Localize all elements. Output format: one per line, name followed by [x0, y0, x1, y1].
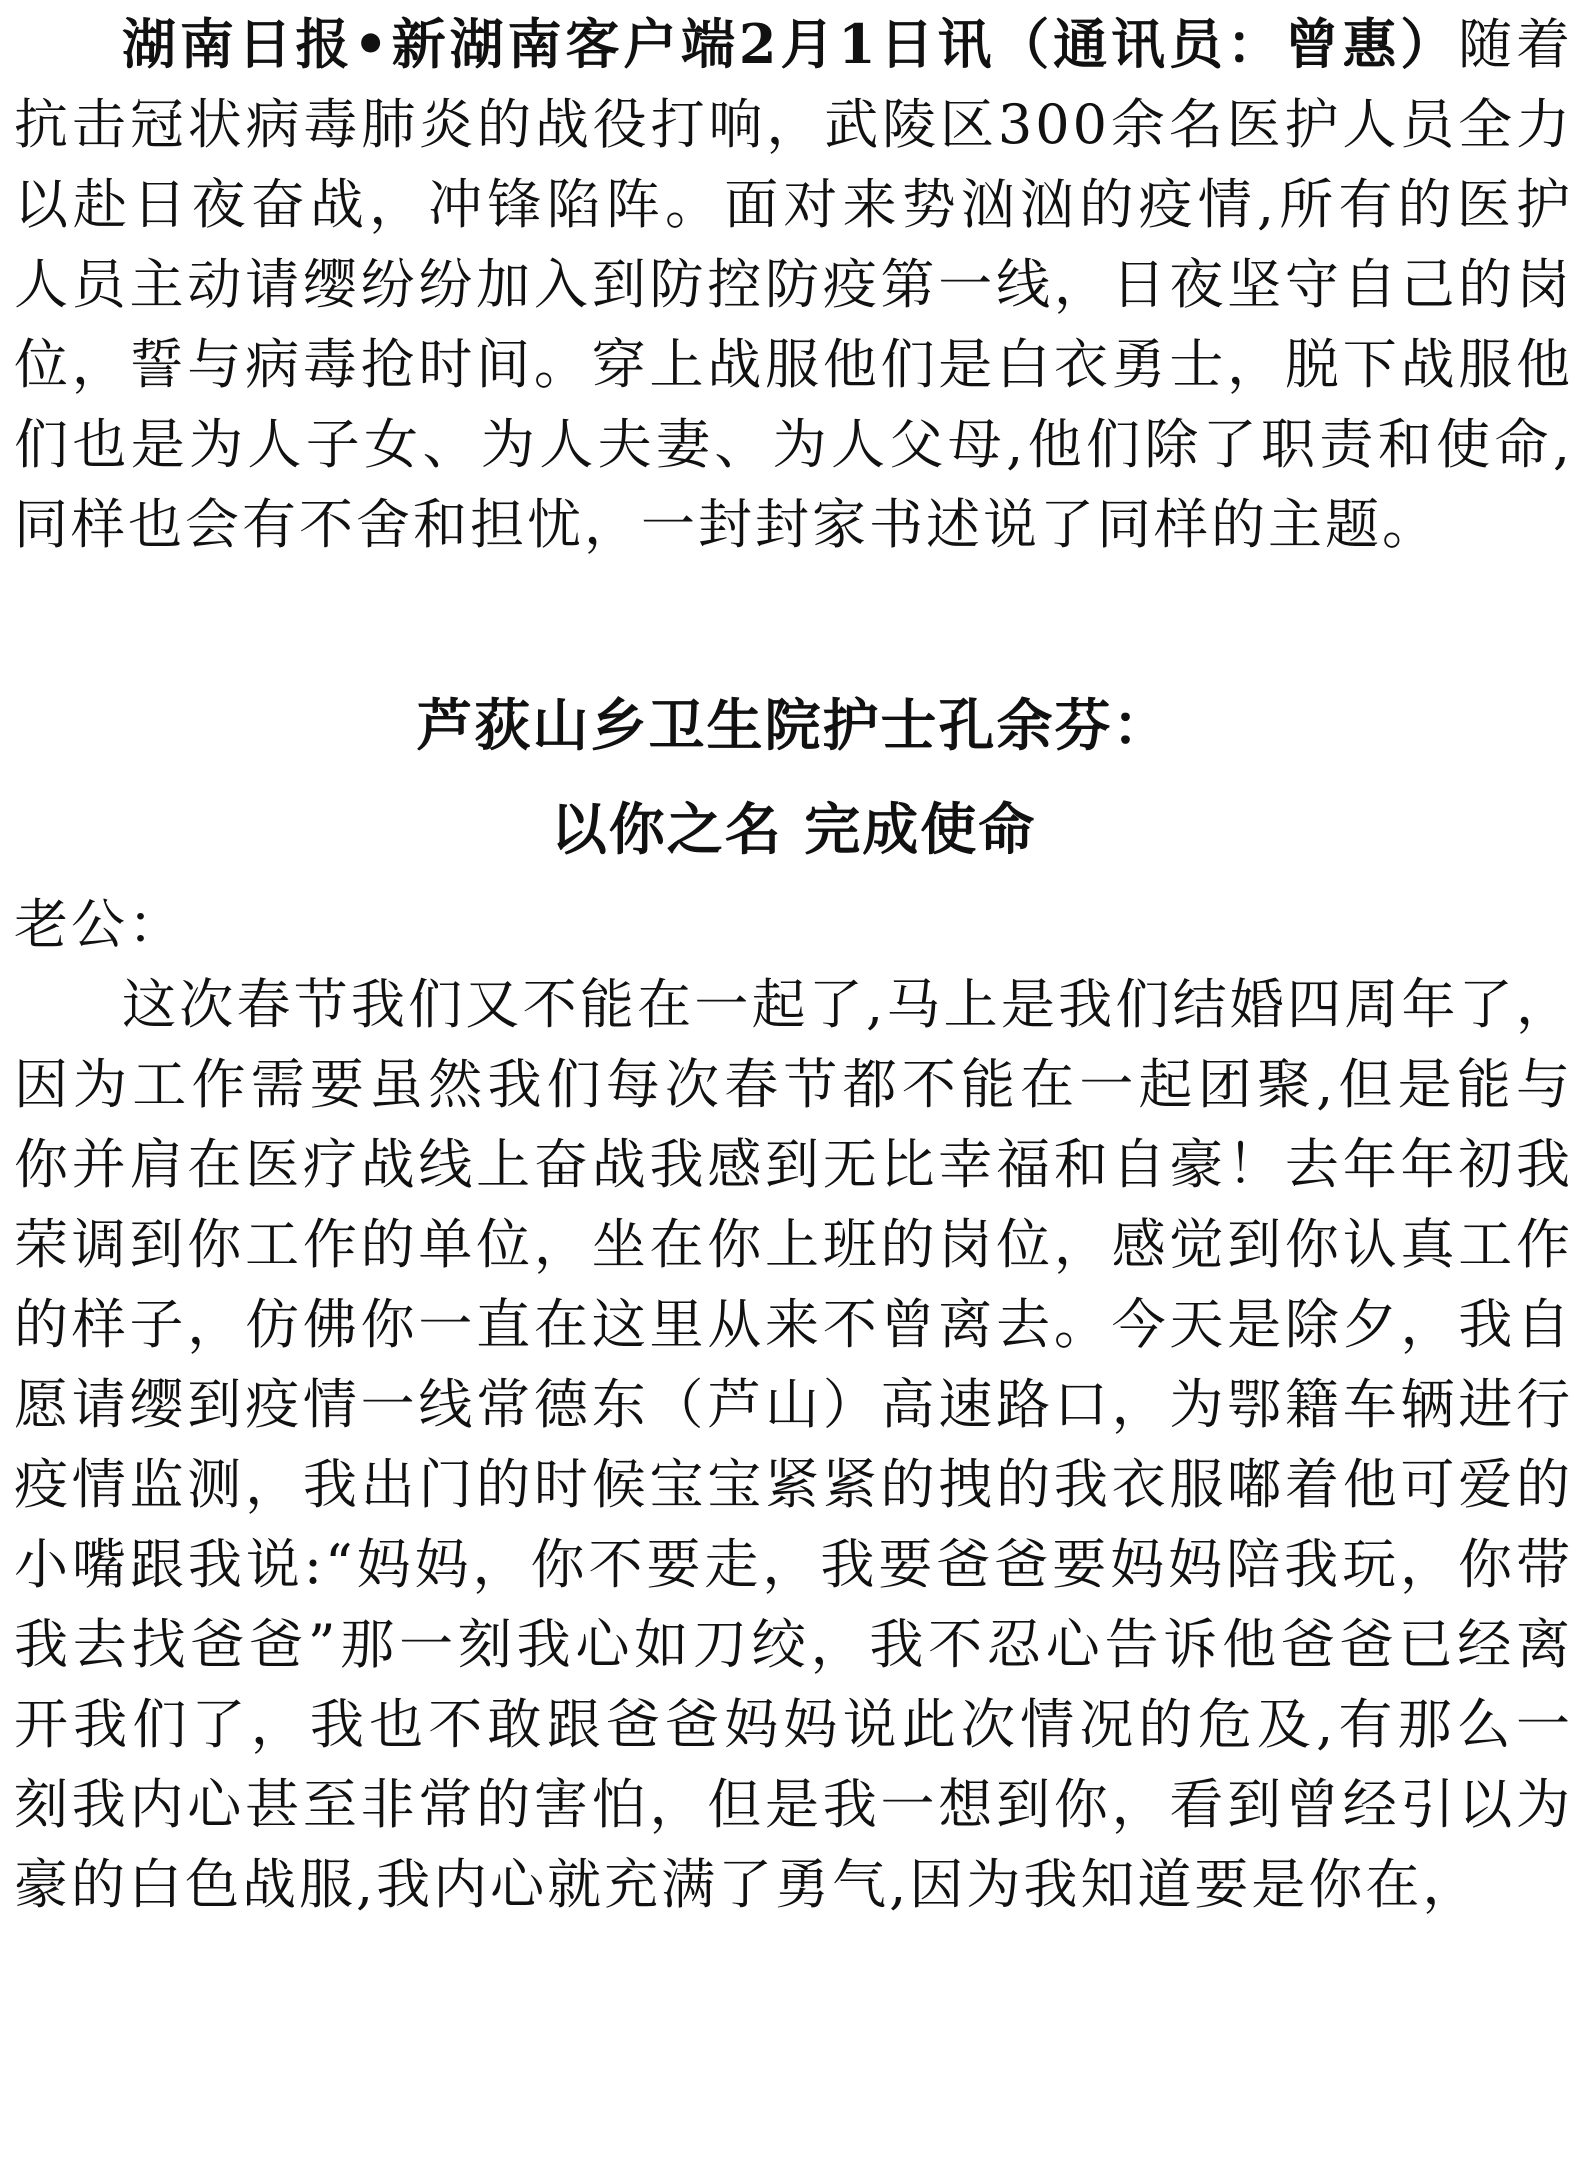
letter-title-line-1: 芦荻山乡卫生院护士孔余芬：: [416, 694, 1171, 759]
section-gap: [14, 565, 1573, 675]
letter-salutation: 老公：: [14, 893, 185, 956]
letter-title-line-2: 以你之名 完成使命: [550, 798, 1037, 863]
intro-text: 随着抗击冠状病毒肺炎的战役打响，武陵区300余名医护人员全力以赴日夜奋战，冲锋陷阵。面对来势汹汹的疫情,所有的医护人员主动请缨纷纷加入到防控防疫第一线，日夜坚守自己的岗位，誓与病毒抢时间。穿上战服他们是白衣勇士，脱下战服他们也是为人子女、为人夫妻、为人父母,他们除了职责和使命,同样也会有不舍和担忧，一封封家书述说了同样的主题。: [14, 13, 1573, 556]
intro-paragraph: [14, 4, 1573, 565]
letter-body-paragraph: 这次春节我们又不能在一起了,马上是我们结婚四周年了，因为工作需要虽然我们每次春节都不能在一起团聚,但是能与你并肩在医疗战线上奋战我感到无比幸福和自豪！去年年初我荣调到你工作的单位，坐在你上班的岗位，感觉到你认真工作的样子，仿佛你一直在这里从来不曾离去。今天是除夕，我自愿请缨到疫情一线常德东（芦山）高速路口，为鄂籍车辆进行疫情监测，我出门的时候宝宝紧紧的拽的我衣服嘟着他可爱的小嘴跟我说:“妈妈，你不要走，我要爸爸要妈妈陪我玩，你带我去找爸爸”那一刻我心如刀绞，我不忍心告诉他爸爸已经离开我们了，我也不敢跟爸爸妈妈说此次情况的危及,有那么一刻我内心甚至非常的害怕，但是我一想到你，看到曾经引以为豪的白色战服,我内心就充满了勇气,因为我知道要是你在，: [14, 973, 1573, 1916]
dateline: 湖南日报•新湖南客户端2月1日讯（通讯员：曾惠）: [122, 12, 1459, 76]
